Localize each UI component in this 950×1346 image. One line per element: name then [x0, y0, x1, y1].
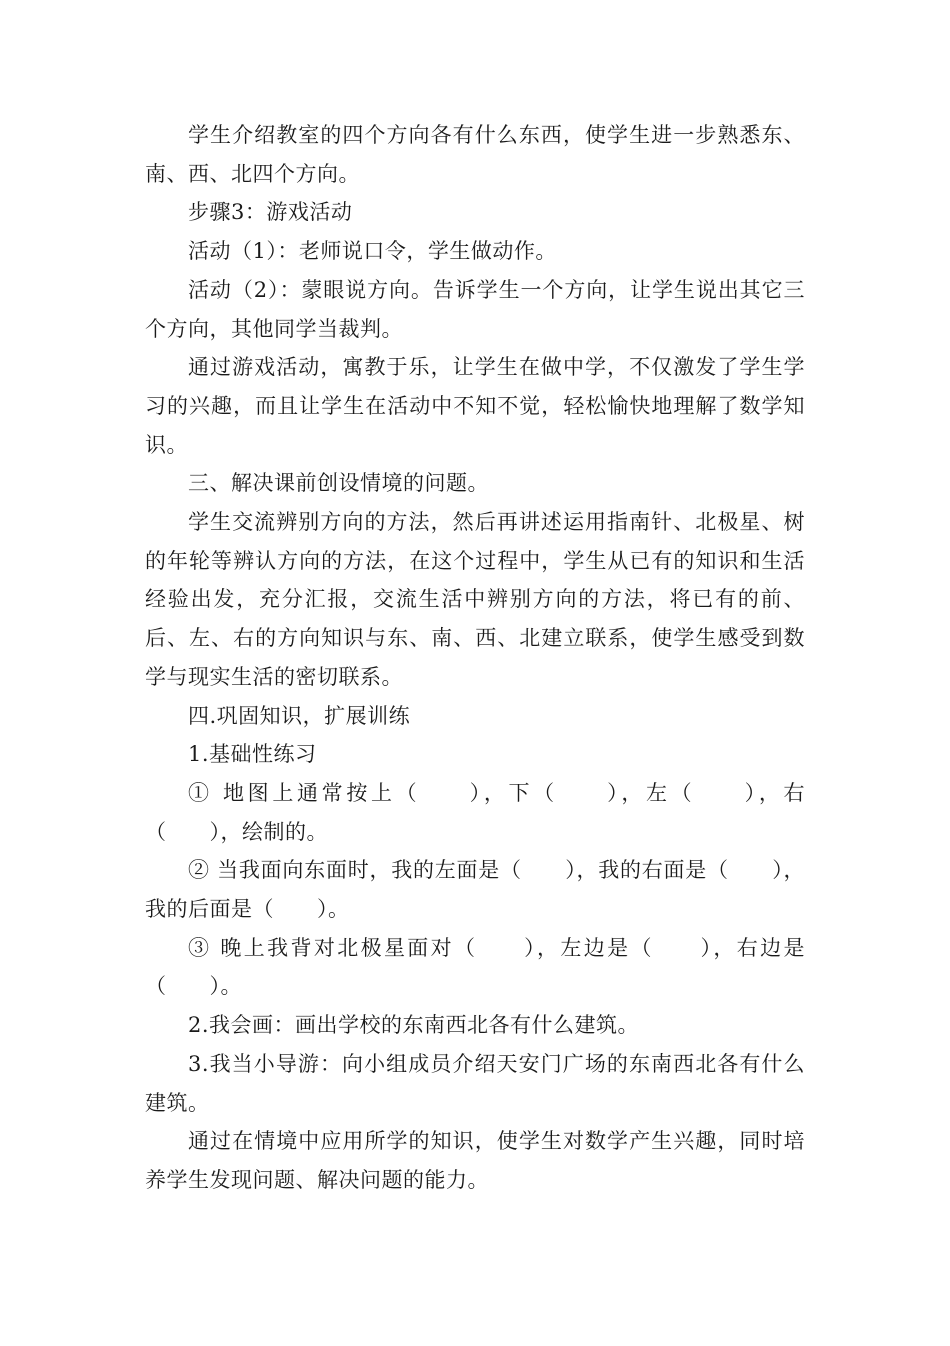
section-3-heading: 三、解决课前创设情境的问题。	[188, 471, 489, 496]
section-4-heading: 四.巩固知识，扩展训练	[188, 703, 411, 728]
exercise-3: 3.我当小导游：向小组成员介绍天安门广场的东南西北各有什么建筑。	[145, 1051, 805, 1115]
paragraph-intro-directions: 学生介绍教室的四个方向各有什么东西，使学生进一步熟悉东、南、西、北四个方向。	[145, 123, 805, 186]
question-1: ① 地图上通常按上（ ），下（ ），左（ ），右（ ），绘制的。	[145, 780, 805, 844]
exercise-1-heading: 1.基础性练习	[188, 742, 317, 767]
activity-1: 活动（1）：老师说口令，学生做动作。	[188, 239, 557, 264]
step-3-heading: 步骤3：游戏活动	[188, 200, 353, 225]
exercise-2: 2.我会画：画出学校的东南西北各有什么建筑。	[188, 1013, 640, 1038]
activity-2: 活动（2）：蒙眼说方向。告诉学生一个方向，让学生说出其它三个方向，其他同学当裁判。	[145, 277, 805, 341]
paragraph-game-summary: 通过游戏活动，寓教于乐，让学生在做中学，不仅激发了学生学习的兴趣，而且让学生在活动中不知不觉，轻松愉快地理解了数学知识。	[145, 355, 805, 457]
question-2: ② 当我面向东面时，我的左面是（ ），我的右面是（ ），我的后面是（ ）。	[145, 858, 805, 922]
question-3: ③ 晚上我背对北极星面对（ ），左边是（ ），右边是（ ）。	[145, 935, 805, 999]
document-body	[145, 116, 805, 1200]
paragraph-conclusion: 通过在情境中应用所学的知识，使学生对数学产生兴趣，同时培养学生发现问题、解决问题的能力。	[145, 1129, 805, 1192]
paragraph-methods: 学生交流辨别方向的方法，然后再讲述运用指南针、北极星、树的年轮等辨认方向的方法，在这个过程中，学生从已有的知识和生活经验出发，充分汇报，交流生活中辨别方向的方法，将已有的前、后、左、右的方向知识与东、南、西、北建立联系，使学生感受到数学与现实生活的密切联系。	[145, 510, 805, 689]
